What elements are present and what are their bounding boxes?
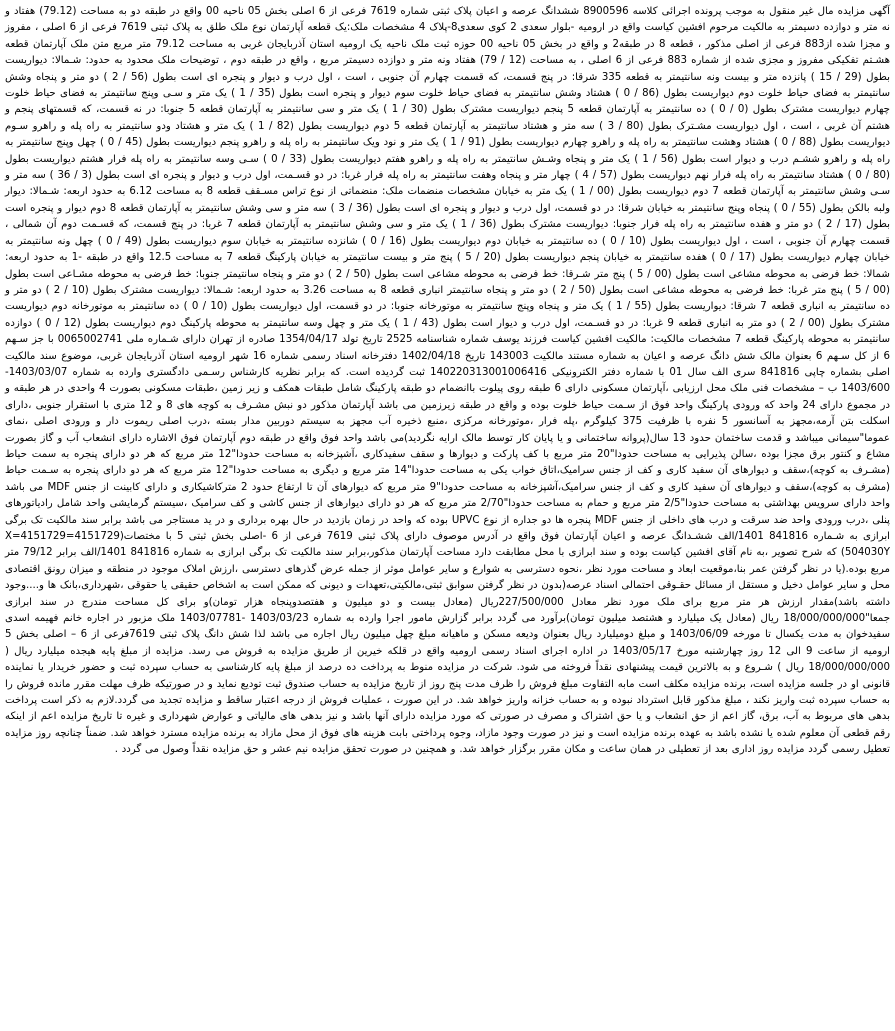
- auction-notice-text: آگهی مزایده مال غیر منقول به موجب پرونده اجرائی کلاسه 8900596 ششدانگ عرصه و اعیان پلاک ثبتی شماره 7619 فرعی از 6 اصلی بخش 05 ناحیه 00 واقع در طبقه دو به مساحت (79.12) هفتاد و نه متر و دوازده دسیمتر به مالکیت مرحوم افشین کیاست واقع در ارومیه -بلوار سعدی 2 کوی سعدی8-پلاک 4 مشخصات ملک:یک قطعه آپارتمان نوع ملک طلق به پلاک ثبتی 7619 فرعی از 6 اصلی ، مفروز و مجزا شده از883 فرعی از اصلی مذکور ، قطعه 8 در طبقه2 و واقع در بخش 05 ناحیه 00 حوزه ثبت ملک ناحیه یک ارومیه استان آذربایجان غربی به مساحت 79.12 متر مربع متن ملک آپارتمان قطعه هشـتم تفکیکی مفروز و مجزی شده از شماره 883 فرعی از 6 اصلی ، به مساحت (12 / 79) هفتاد ونه متر و دوازده دسیمتر مربع ، واقع در طبقه دوم ، توضیحات ملک محدود به حدود: شـمالا: دیواریست بطول (29 / 15 ) پانزده متر و بیست ونه سانتیمتر به قطعه 335 شرقا: در پنج قسمت، که قسمت چهارم آن جنوبی ، است ، اول درب و دیوار و پنجره ای است بطول (56 / 2 ) دو متر و پنجاه وشش سانتیمتر به فضای حیاط خلوت دوم دیواریست بطول (86 / 0 ) هشتاد وشش سانتیمتر به فضای حیاط خلوت سوم دیوار و پنجره است بطول (35 / 1 ) یک متر و سـی وپنج سانتیمتر به فضای حیاط خلوت چهارم دیواریست مشترک بطول (0 / 0 ) ده سانتیمتر به آپارتمان قطعه 5 پنجم دیواریست مشترک بطول (30 / 1 ) یک متر و سی سانتیمتر به آپارتمان قطعه 5 جنوبا: در نه قسمت، که قسمتهای پنجم و هشتم آن غربی ، است ، اول دیواریست مشـترک بطول (80 / 3 ) سه متر و هشتاد سانتیمتر به آپارتمان قطعه 5 دوم دیواریست بطول (82 / 1 ) یک متر و هشتاد ودو سانتیمتر به راه پله و راهرو سـوم دیواریست بطول (88 / 0 ) هشتاد وهشت سانتیمتر به راه پله و راهرو چهارم دیواریست بطول (91 / 1 ) یک متر و نود ویک سانتیمتر به راه پله و راهرو پنجم دیواریست بطول (45 / 0 ) چهل وپنج سانتیمتر به راه پله و راهرو ششـم درب و دیوار است بطول (56 / 1 ) یک متر و پنجاه وشـش سانتیمتر به راه پله و راهرو هفتم دیواریست بطول (33 / 0 ) سـی وسه سانتیمتر به راه پله فرار هشتم دیواریست بطول (80 / 0 ) هشتاد سانتیمتر به راه پله فرار نهم دیواریست بطول (57 / 4 ) چهار متر و پنجاه وهفت سانتیمتر به راه پله فرار غربا: در دو قسـمت، اول درب و دیوار و پنجره ای است بطول (3 / 36 ) سه متر و سـی وشش سانتیمتر به آپارتمان قطعه 7 دوم دیواریست بطول (00 / 1 ) یک متر به خیابان مشخصات منضمات ملک: منضماتی از نوع تراس مسـقف قطعه 8 به مساحت 6.12 به حدود اربعه: شـمالا: دیوار ولبه بالکن بطول (55 / 0 ) پنجاه وپنج سانتیمتر به خیابان شرقا: در دو قسمت، اول درب و دیوار و پنجره ای است بطول (36 / 3 ) سه متر و سی وشش سانتیمتر به آپارتمان قطعه 8 دوم دیوار و پنجره است بطول (17 / 2 ) دو متر و هفده سانتیمتر به راه پله فرار جنوبا: دیواریست مشترک بطول (36 / 1 ) یک متر و سی وشش سانتیمتر به آپارتمان قطعه 7 غربا: در پنج قسمت، که قسـمت دوم آن شمالی ، قسمت چهارم آن جنوبی ، است ، اول دیواریست بطول (10 / 0 ) ده سانتیمتر به خیابان دوم دیواریست بطول (16 / 0 ) شانزده سانتیمتر به خیابان سوم دیواریست بطول (49 / 0 ) چهل ونه سانتیمتر به خیابان چهارم دیواریست بطول (17 / 0 ) هفده سانتیمتر به خیابان پنجم دیواریست بطول (20 / 5 ) پنج متر و بیست سانتیمتر به خیابان پارکینگ قطعه 7 به مساحت 12.5 واقع در طبقه -1 به حدود اربعه: شمالا: خط فرضی به محوطه مشاعی است بطول (00 / 5 ) پنج متر شـرقا: خط فرضی به محوطه مشاعی است بطول (50 / 2 ) دو متر و پنجاه سانتیمتر جنوبا: خط فرضی به محوطه مشـاعی است بطول (00 / 5 ) پنج متر غربا: خط فرضی به محوطه مشاعی است بطول (50 / 2 ) دو متر و پنجاه سانتیمتر انباری قطعه 8 به مساحت 3.26 به حدود اربعه: شـمالا: دیواریست مشترک بطول (10 / 2 ) دو متر و ده سانتیمتر به انباری قطعه 7 شرقا: دیواریست بطول (55 / 1 ) یک متر و پنجاه وپنج سانتیمتر به موتورخانه جنوبا: در دو قسمت، اول دیواریست بطول (10 / 0 ) ده سانتیمتر به موتورخانه دوم دیواریست مشترک بطول (00 / 2 ) دو متر به انباری قطعه 9 غربا: در دو قسـمت، اول درب و دیوار است بطول (43 / 1 ) یک متر و چهل وسه سانتیمتر به محوطه پارکینگ دوم دیواریست بطول (12 / 0 ) دوازده سانتیمتر به محوطه پارکینگ قطعه 7 مشخصات مالکیت: مالکیت افشین کیاست فرزند یوسف شماره شناسنامه 2525 تاریخ تولد 1354/04/17 صادره از تهران دارای شـماره ملی 0065002741 با جز سـهم 6 از کل سـهم 6 بعنوان مالک شش دانگ عرصه و اعیان به شماره مستند مالکیت 143003 تاریخ 1402/04/18 دفترخانه اسناد رسمی شماره 16 شهر ارومیه استان آذربایجان غربی، موضوع سند مالکیت اصلی بشماره چاپی 841816 سری الف سال 01 با شماره دفتر الکترونیکی 140220313001006416 ثبت گردیده است. که برابر نظریه کارشناس رسـمی دادگستری وارده به شماره 1403/03/07-1403/600 ب – مشخصات فنی ملک محل ارزیابی ،آپارتمان مسکونی دارای 6 طبقه روی پیلوت باانضمام دو طبقه پارکینگ شامل طبقات همکف و زیر زمین ،طبقات مسکونی بصورت 4 واحدی در هر طبقه و در مجموع دارای 24 واحد که ورودی پارکینگ واحد فوق از سـمت حیاط خلوت بوده و واقع در طبقه زیرزمین می باشد آپارتمان مذکور دو نبش مشـرف به کوچه های 8 و 12 متری با استقرار جنوبی ،دارای اسکلت بتن آرمه،مجهز به آسانسور 5 نفره با ظرفیت 375 کیلوگرم ،پله فرار ،موتورخانه مرکزی ،منبع ذخیره آب مجهز به سیستم دوربین مدار بسته ،درب اصلی ریموت دار و ورودی اصلی ،نمای عموما"سیمانی میباشد و قدمت ساختمان حدود 13 سال(پروانه ساختمانی و یا پایان کار توسط مالک ارایه نگردید)می باشد واحد فوق واقع در طبقه دوم آپارتمان فوق الاشاره دارای انشعاب آب و گاز بصورت مشاع و کنتور برق مجزا بوده ،سالن پذیرایی به مساحت حدودا"20 متر مربع با کف پارکت و دیوارها و سقف سفیدکاری ،آشپزخانه به مساحت حدودا"12 متر مربع که هر دو دارای پنجره به سمت حیاط (مشـرف به کوچه)،سقف و دیوارهای آن سفید کاری و کف از جنس سرامیک،اتاق خواب یکی به مساحت حدودا"14 متر مربع و دیگری به مساحت حدودا"12 متر مربع که هر دو دارای پنجره به سـمت حیاط (مشرف به کوچه)،سقف و دیوارهای آن سفید کاری و کف از جنس سرامیک،آشپزخانه به مساحت حدودا"9 متر مربع که دیوارهای آن تا ارتفاع حدود 2 مترکاشیکاری و دارای کابینت از جنس MDF می باشد واحد دارای سرویس بهداشتی به مساحت حدودا"2/5 متر مربع و حمام به مساحت حدودا"2/70 متر مربع که هر دو دارای دیوارهای از جنس کاشی و کف سرامیک ،سیستم گرمایشی واحد شامل رادیاتورهای پنلی ،درب ورودی واحد ضد سرقت و درب های داخلی از جنس MDF پنجره ها دو جداره از نوع UPVC بوده که واحد در زمان بازدید در حال بهره برداری و در ید مستاجر می باشد برابر سند مالکیت تک برگی ابرازی به شـماره 841816 1401/الف ششـدانگ عرصه و اعیان آپارتمان فوق واقع در آدرس موصوف دارای پلاک ثبتی 7619 فرعی از 6 -اصلی بخش ثبتی 5 با مختصات(4151729=X=4151729 504030Y) که شرح تصویر ،به نام آقای افشین کیاست بوده و سند ابرازی با محل مطابقت دارد مساحت آپارتمان مذکور،برابر سند مالکیت تک برگی ابرازی به شماره 841816 1401/الف برابر 79/12 متر مربع بوده.(یا در نظر گرفتن عمر بنا،موقعیت ابعاد و مساحت مورد نظر ،نحوه دسترسی به شوارع و سایر عوامل موثر از جمله عرض گذرهای دسترسی ،ارزش املاک موجود در منطقه و میزان رونق اقتصادی محل و سایر عوامل دخیل و مستقل از مسائل حقـوقی احتمالی اسناد عرصه(بدون در نظر گرفتن سوابق ثبتی،مالکیتی،تعهدات و دیونی که ممکن است به اشخاص حقیقی یا حقوقی ،شهرداری،بانک ها و....وجود داشته باشد)مقدار ارزش هر متر مربع برای ملک مورد نظر معادل 227/500/000ریال (معادل بیست و دو میلیون و هفتصدوپنجاه هزار تومان)و برای کل مساحت مندرج در سند ابرازی جمعا"18/000/000/000 ریال (معادل یک میلیارد و هشتصد میلیون تومان)برآورد می گردد برابر گزارش مامور اجرا وارده به شماره 1403/03/23 -1403/07781 ملک مزبور در اجاره خانم فهیمه اسدی سفیدخوان به مدت یکسال تا مورخه 1403/06/09 و مبلغ دومیلیارد ریال بعنوان ودیعه مسکن و ماهیانه مبلغ چهل میلیون ریال اجاره می باشد لذا شش دانگ پلاک ثبتی 7619فرعی از 6 – اصلی بخش 5 ارومیه از ساعت 9 الی 12 روز چهارشنبه مورخ 1403/05/17 در اداره اجرای اسناد رسمی ارومیه واقع در قلکه خیرین از طریق مزایده به فروش می رسد. مزایده از مبلغ پایه هیجده میلیارد ریال ( 18/000/000/000 ریال ) شـروع و به بالاترین قیمت پیشنهادی نقداً فروخته می شود. شرکت در مزایده منوط به پرداخت ده درصد از مبلغ پایه کارشناسی به حساب سپرده ثبت و حضور خریدار یا نماینده قانونی او در جلسه مزایده است، برنده مزایده مکلف است مابه التفاوت مبلغ فروش را ظرف مدت پنج روز از تاریخ مزایده به حساب صندوق ثبت تودیع نماید و در صورتیکه ظرف مهلت مقرر مانده فروش را به حساب سپرده ثبت واریز نکند ، مبلغ مذکور قابل استرداد نبوده و به حساب خزانه واریز خواهد شد. در این صورت ، عملیات فروش از درجه اعتبار ساقط و مزایده تجدید می گردد.لازم به ذکر است پرداخت بدهی های مربوط به آب، برق، گاز اعم از حق انشعاب و یا حق اشتراک و مصرف در صورتی که مورد مزایده دارای آنها باشد و نیز بدهی های مالیاتی و عوارض شهرداری و غیره تا تاریخ مزایده اعم از اینکه رقم قطعی آن معلوم شده یا نشده باشد به عهده برنده مزایده است و نیز در صورت وجود مازاد، وجوه پرداختی بابت هزینه های فوق از محل مازاد به برنده مزایده مسترد خواهد شد. ضمناً چنانچه روز مزایده تعطیل رسمی گردد مزایده روز اداری بعد از تعطیلی در همان ساعت و مکان مقرر برگزار خواهد شد. و همچنین در صورت تحقق مزایده نیم عشر و حق مزایده نقداً وصول می گردد .: [5, 6, 891, 756]
